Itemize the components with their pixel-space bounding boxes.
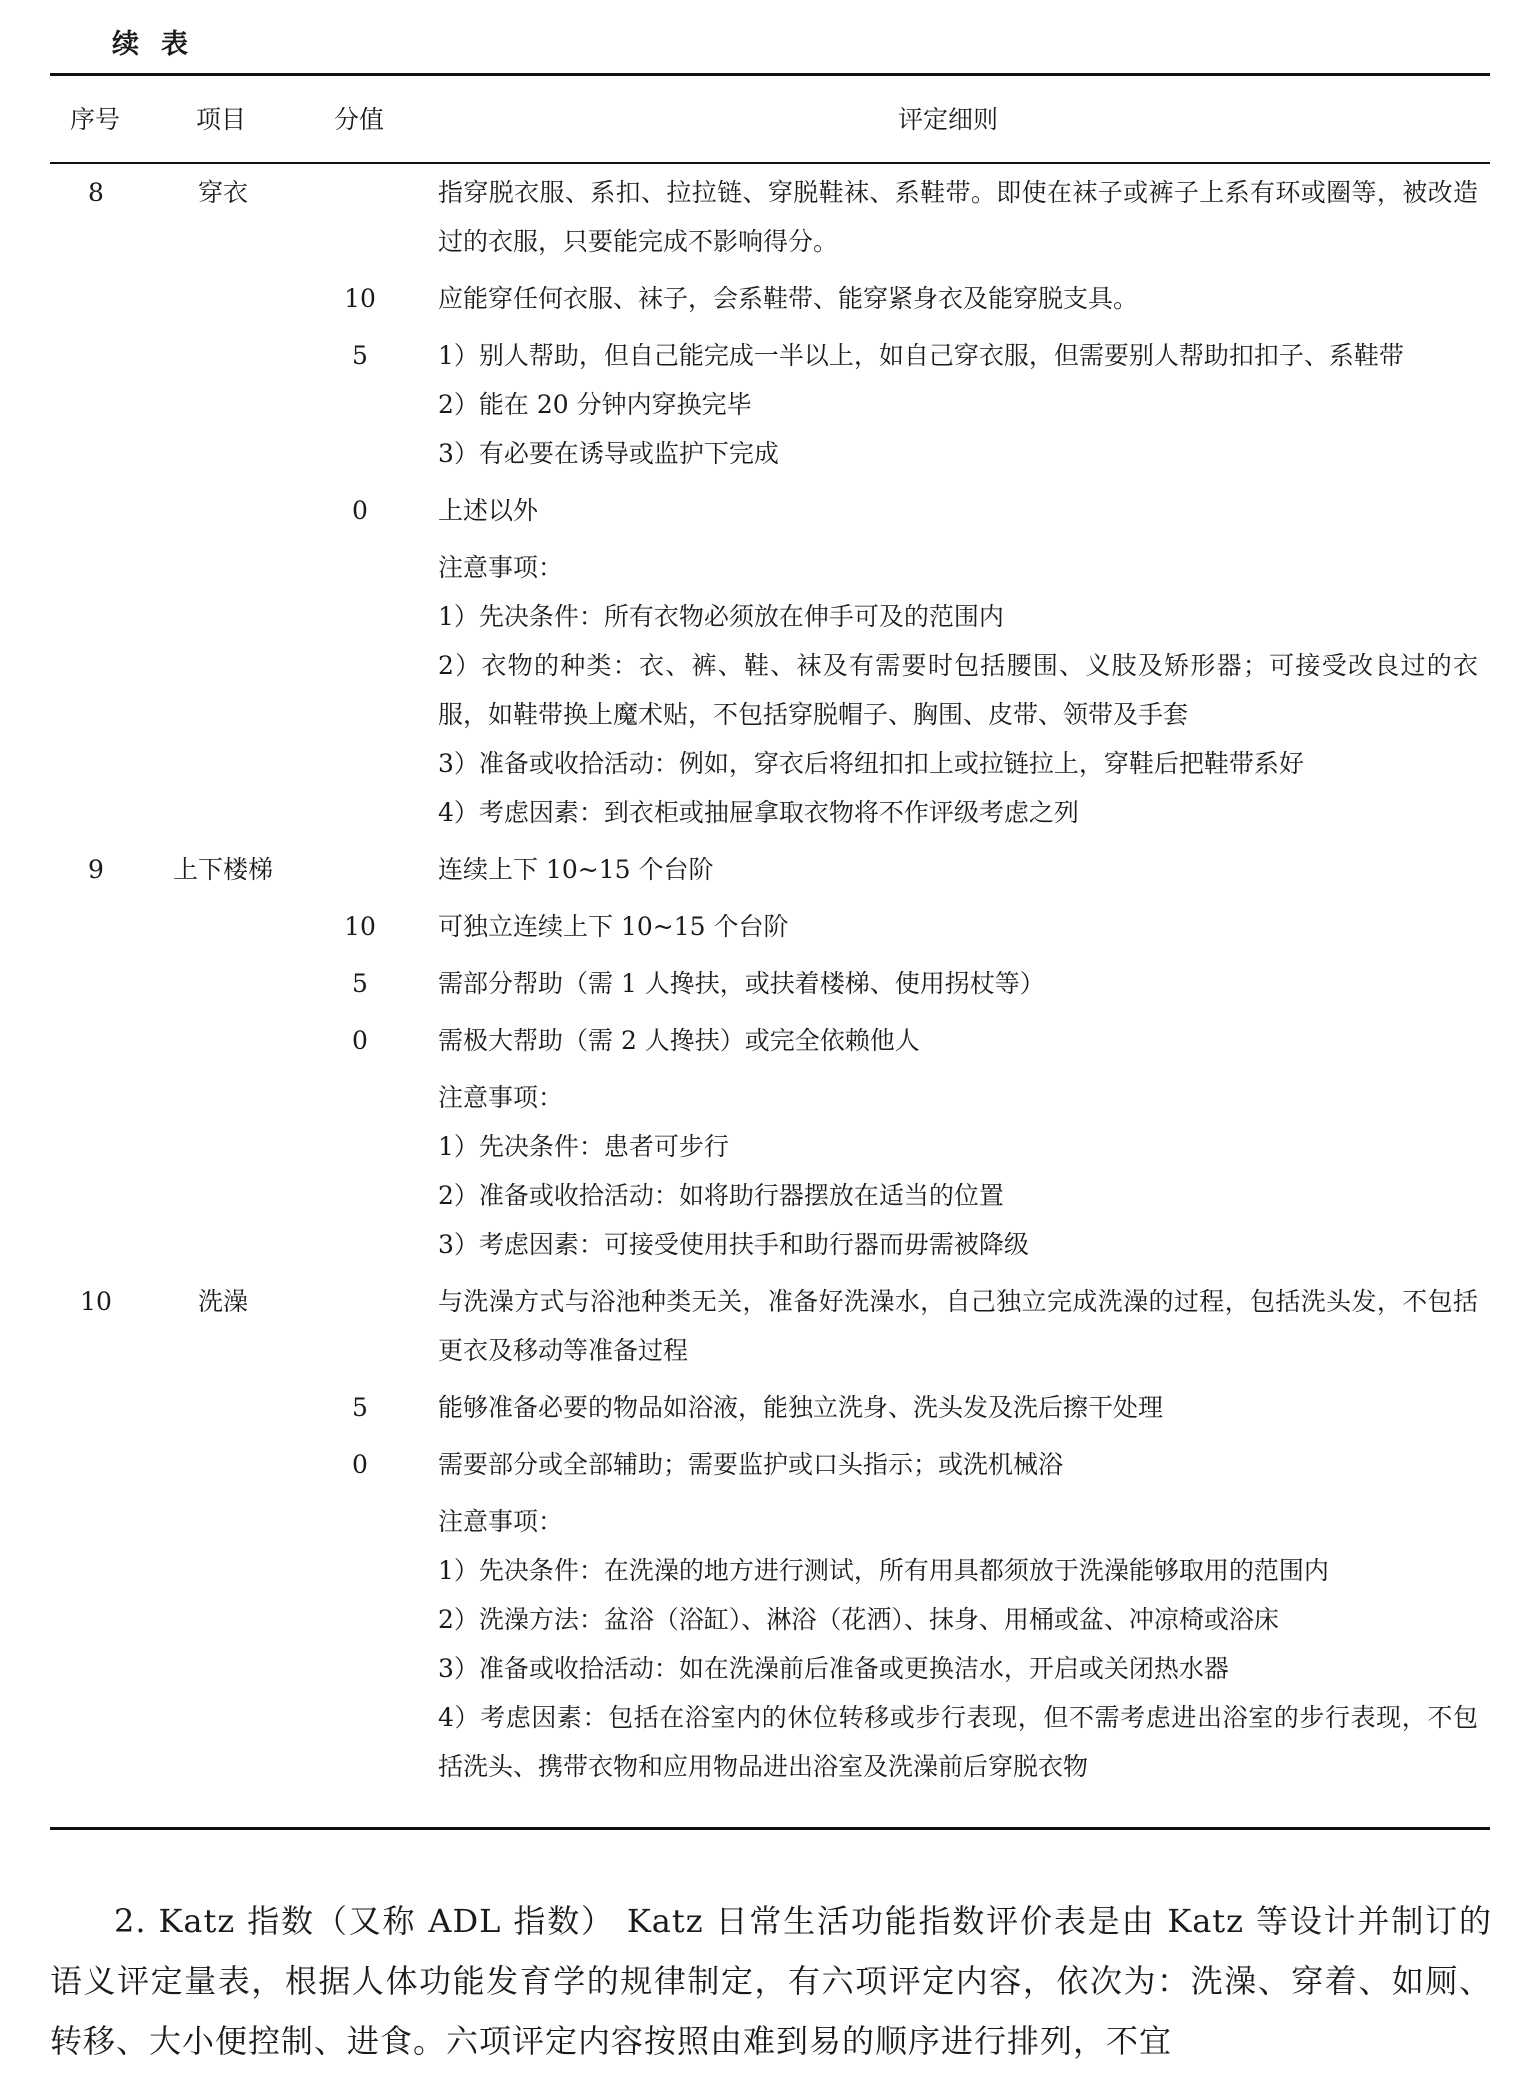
score-criterion: 可独立连续上下 10~15 个台阶 (438, 912, 789, 941)
item-name: 洗澡 (197, 1287, 249, 1316)
score-value: 5 (352, 969, 368, 998)
score-value: 0 (352, 496, 368, 525)
score-row (0, 1383, 1536, 1432)
note-item: 4）考虑因素：到衣柜或抽屉拿取衣物将不作评级考虑之列 (438, 798, 1079, 827)
table-row (0, 1277, 1536, 1375)
table-top-rule (50, 73, 1490, 76)
item-number: 10 (80, 1287, 112, 1316)
notes-heading: 注意事项： (438, 553, 564, 582)
item-name: 上下楼梯 (172, 855, 274, 884)
score-row (0, 1016, 1536, 1065)
score-value: 10 (344, 284, 376, 313)
table-header-rule (50, 162, 1490, 164)
header-rule: 评定细则 (898, 105, 999, 134)
item-description: 与洗澡方式与浴池种类无关，准备好洗澡水，自己独立完成洗澡的过程，包括洗头发，不包括更衣及移动等准备过程 (438, 1287, 1478, 1365)
table-item-block (0, 1277, 1536, 1791)
score-row (0, 959, 1536, 1008)
notes-section (438, 1497, 1478, 1791)
header-score: 分值 (334, 105, 385, 134)
item-name: 穿衣 (197, 178, 249, 207)
score-value: 10 (344, 912, 376, 941)
score-criterion: 1）别人帮助，但自己能完成一半以上，如自己穿衣服，但需要别人帮助扣扣子、系鞋带 (438, 341, 1404, 370)
score-value: 0 (352, 1026, 368, 1055)
notes-section (438, 543, 1478, 837)
score-row (0, 331, 1536, 478)
notes-section (438, 1073, 1478, 1269)
score-row (0, 902, 1536, 951)
score-criterion: 需部分帮助（需 1 人搀扶，或扶着楼梯、使用拐杖等） (438, 969, 1045, 998)
note-item: 2）洗澡方法：盆浴（浴缸）、淋浴（花洒）、抹身、用桶或盆、冲凉椅或浴床 (438, 1605, 1279, 1634)
note-item: 1）先决条件：在洗澡的地方进行测试，所有用具都须放于洗澡能够取用的范围内 (438, 1556, 1329, 1585)
table-bottom-rule (50, 1827, 1490, 1830)
score-criterion: 需要部分或全部辅助；需要监护或口头指示；或洗机械浴 (438, 1450, 1064, 1479)
note-item: 3）准备或收拾活动：如在洗澡前后准备或更换洁水，开启或关闭热水器 (438, 1654, 1229, 1683)
score-criterion: 3）有必要在诱导或监护下完成 (438, 439, 779, 468)
score-criterion: 上述以外 (438, 496, 539, 525)
item-description: 指穿脱衣服、系扣、拉拉链、穿脱鞋袜、系鞋带。即使在袜子或裤子上系有环或圈等，被改造过的衣服，只要能完成不影响得分。 (438, 178, 1478, 256)
table-item-block (0, 168, 1536, 837)
note-item: 1）先决条件：患者可步行 (438, 1132, 729, 1161)
note-item: 2）准备或收拾活动：如将助行器摆放在适当的位置 (438, 1181, 1004, 1210)
note-item: 1）先决条件：所有衣物必须放在伸手可及的范围内 (438, 602, 1004, 631)
score-row (0, 274, 1536, 323)
note-item: 3）考虑因素：可接受使用扶手和助行器而毋需被降级 (438, 1230, 1029, 1259)
score-value: 5 (352, 341, 368, 370)
header-item: 项目 (196, 105, 247, 134)
note-item: 2）衣物的种类：衣、裤、鞋、袜及有需要时包括腰围、义肢及矫形器；可接受改良过的衣服，如鞋带换上魔术贴，不包括穿脱帽子、胸围、皮带、领带及手套 (438, 651, 1478, 729)
score-value: 5 (352, 1393, 368, 1422)
score-row (0, 1440, 1536, 1489)
table-item-block (0, 845, 1536, 1269)
score-criterion: 应能穿任何衣服、袜子，会系鞋带、能穿紧身衣及能穿脱支具。 (438, 284, 1139, 313)
table-row (0, 845, 1536, 894)
item-number: 8 (88, 178, 104, 207)
item-number: 9 (88, 855, 104, 884)
item-description: 连续上下 10~15 个台阶 (438, 855, 714, 884)
notes-heading: 注意事项： (438, 1507, 564, 1536)
score-criterion: 能够准备必要的物品如浴液，能独立洗身、洗头发及洗后擦干处理 (438, 1393, 1164, 1422)
score-row (0, 486, 1536, 535)
continuation-label: 续表 (112, 29, 210, 60)
score-criterion: 需极大帮助（需 2 人搀扶）或完全依赖他人 (438, 1026, 920, 1055)
note-item: 3）准备或收拾活动：例如，穿衣后将纽扣扣上或拉链拉上，穿鞋后把鞋带系好 (438, 749, 1304, 778)
notes-heading: 注意事项： (438, 1083, 564, 1112)
score-value: 0 (352, 1450, 368, 1479)
header-no: 序号 (70, 105, 121, 134)
note-item: 4）考虑因素：包括在浴室内的休位转移或步行表现，但不需考虑进出浴室的步行表现，不包括洗头、携带衣物和应用物品进出浴室及洗澡前后穿脱衣物 (438, 1703, 1478, 1781)
body-paragraph: 2. Katz 指数（又称 ADL 指数） Katz 日常生活功能指数评价表是由 Katz 等设计并制订的语义评定量表，根据人体功能发育学的规律制定，有六项评定内容，依次为：洗澡、穿着、如厕、转移、大小便控制、进食。六项评定内容按照由难到易的顺序进行排列，不宜 (50, 1902, 1492, 2060)
table-row (0, 168, 1536, 266)
table-body (0, 168, 1536, 1799)
score-criterion: 2）能在 20 分钟内穿换完毕 (438, 390, 752, 419)
